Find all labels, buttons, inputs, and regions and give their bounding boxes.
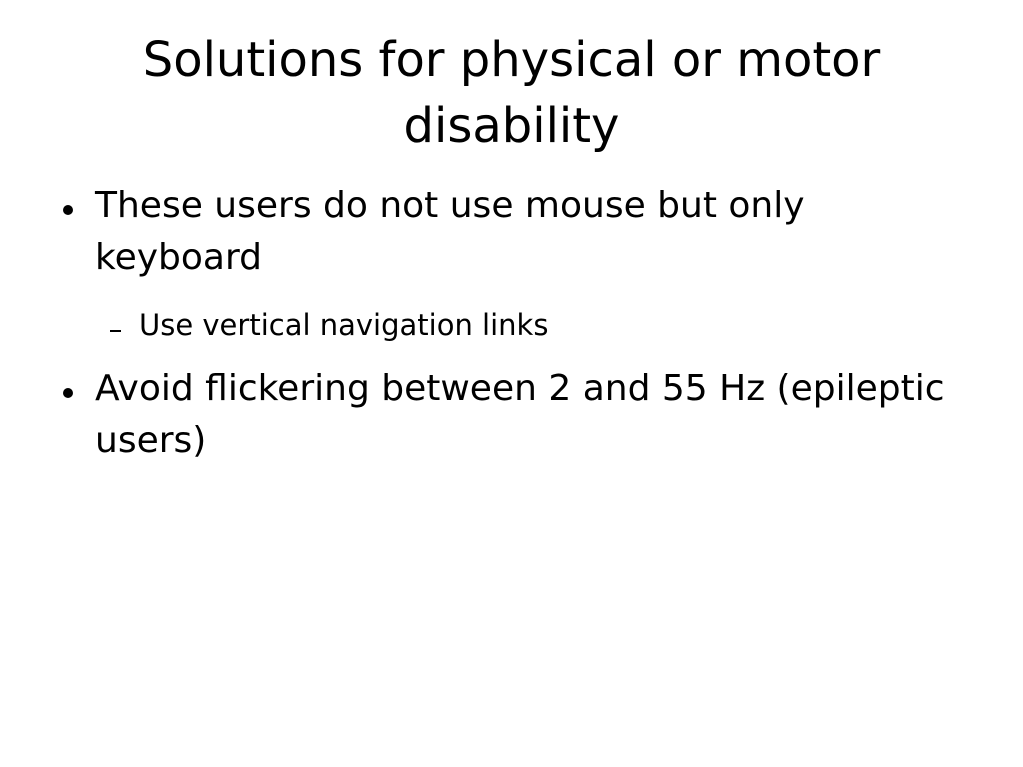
slide-title: Solutions for physical or motor disability xyxy=(142,32,881,154)
bullet-text: These users do not use mouse but only keyboard xyxy=(95,185,805,278)
bullet-item-flickering xyxy=(0,363,1023,467)
sub-bullet-item-navigation-links xyxy=(0,303,1023,347)
bullet-text: Avoid flickering between 2 and 55 Hz (epileptic users) xyxy=(95,368,945,461)
bullet-list xyxy=(0,180,1023,467)
bullet-dot-icon xyxy=(63,205,73,215)
bullet-dash-icon xyxy=(110,330,121,332)
bullet-item-keyboard-users xyxy=(0,180,1023,284)
bullet-dot-icon xyxy=(63,388,73,398)
sub-bullet-text: Use vertical navigation links xyxy=(139,308,549,342)
